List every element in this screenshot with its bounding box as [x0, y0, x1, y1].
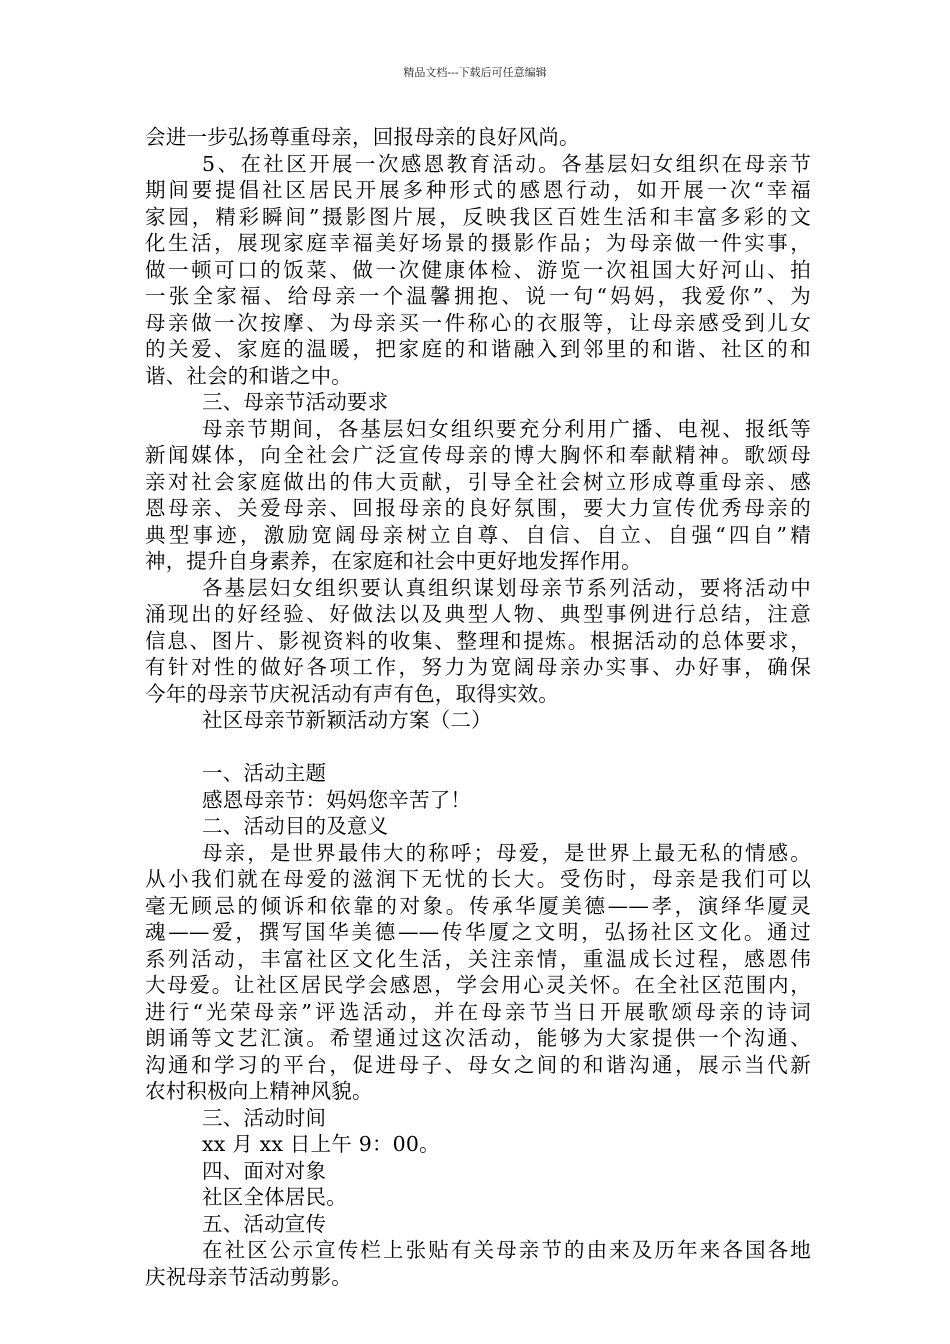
- text-line: 恩母亲、关爱母亲、回报母亲的良好氛围，要大力宣传优秀母亲的: [145, 496, 811, 520]
- text-line: 典型事迹，激励宽阔母亲树立自尊、自信、自立、自强“四自”精: [145, 522, 811, 547]
- text-line: 朗诵等文艺汇演。希望通过这次活动，能够为大家提供一个沟通、: [145, 1026, 811, 1050]
- text-line: 期间要提倡社区居民开展多种形式的感恩行动，如开展一次“幸福: [145, 178, 811, 202]
- page-header: 精品文档---下载后可任意编辑: [403, 66, 547, 79]
- text-line: 三、活动时间: [202, 1105, 327, 1130]
- text-line: 感恩母亲节：妈妈您辛苦了！: [202, 787, 472, 812]
- text-line: 大母爱。让社区居民学会感恩，学会用心灵关怀。在全社区范围内，: [145, 973, 811, 997]
- text-line: 涌现出的好经验、好做法以及典型人物、典型事例进行总结，注意: [145, 602, 811, 626]
- text-line: 魂——爱，撰写国华美德——传华厦之文明，弘扬社区文化。通过: [145, 920, 811, 944]
- text-line: xx 月 xx 日上午 9：00。: [202, 1132, 440, 1156]
- text-line: 会进一步弘扬尊重母亲，回报母亲的良好风尚。: [145, 125, 580, 149]
- text-line: 各基层妇女组织要认真组织谋划母亲节系列活动，要将活动中: [202, 575, 811, 600]
- text-line: 毫无顾忌的倾诉和依靠的对象。传承华厦美德——孝，演绎华厦灵: [145, 893, 811, 918]
- text-line: 5、在社区开展一次感恩教育活动。各基层妇女组织在母亲节: [202, 151, 811, 176]
- text-line: 有针对性的做好各项工作，努力为宽阔母亲办实事、办好事，确保: [145, 655, 811, 679]
- text-line: 的关爱、家庭的温暖，把家庭的和谐融入到邻里的和谐、社区的和: [145, 337, 811, 361]
- text-line: 新闻媒体，向全社会广泛宣传母亲的博大胸怀和奉献精神。歌颂母: [145, 443, 811, 467]
- text-line: 从小我们就在母爱的滋润下无忧的长大。受伤时，母亲是我们可以: [145, 867, 811, 891]
- text-line: 母亲节期间，各基层妇女组织要充分利用广播、电视、报纸等: [202, 416, 811, 441]
- text-line: 一张全家福、给母亲一个温馨拥抱、说一句“妈妈，我爱你”、为: [145, 284, 811, 308]
- text-line: 沟通和学习的平台，促进母子、母女之间的和谐沟通，展示当代新: [145, 1052, 811, 1077]
- text-line: 信息、图片、影视资料的收集、整理和提炼。根据活动的总体要求，: [145, 628, 811, 653]
- text-line: 做一顿可口的饭菜、做一次健康体检、游览一次祖国大好河山、拍: [145, 257, 811, 282]
- text-line: 二、活动目的及意义: [202, 814, 389, 838]
- text-line: 庆祝母亲节活动剪影。: [145, 1264, 352, 1289]
- document-body: [145, 124, 811, 1290]
- blank-line: [145, 734, 811, 761]
- text-line: 一、活动主题: [202, 761, 327, 785]
- text-line: 三、母亲节活动要求: [202, 390, 389, 414]
- text-line: 进行“光荣母亲”评选活动，并在母亲节当日开展歌颂母亲的诗词: [145, 999, 811, 1024]
- text-line: 在社区公示宣传栏上张贴有关母亲节的由来及历年来各国各地: [202, 1238, 811, 1262]
- text-line: 系列活动，丰富社区文化生活，关注亲情，重温成长过程，感恩伟: [145, 946, 811, 971]
- text-line: 母亲做一次按摩、为母亲买一件称心的衣服等，让母亲感受到儿女: [145, 310, 811, 335]
- text-line: 社区母亲节新颖活动方案（二）: [202, 708, 492, 732]
- text-line: 农村积极向上精神风貌。: [145, 1079, 373, 1103]
- text-line: 今年的母亲节庆祝活动有声有色，取得实效。: [145, 681, 559, 706]
- text-line: 家园，精彩瞬间”摄影图片展，反映我区百姓生活和丰富多彩的文: [145, 204, 811, 229]
- text-line: 化生活，展现家庭幸福美好场景的摄影作品；为母亲做一件实事，: [145, 231, 811, 255]
- text-line: 神，提升自身素养，在家庭和社会中更好地发挥作用。: [145, 549, 642, 573]
- text-line: 四、面对对象: [202, 1158, 327, 1183]
- text-line: 五、活动宣传: [202, 1211, 327, 1236]
- text-line: 母亲，是世界最伟大的称呼；母爱，是世界上最无私的情感。: [202, 840, 811, 865]
- text-line: 社区全体居民。: [202, 1185, 347, 1209]
- text-line: 亲对社会家庭做出的伟大贡献，引导全社会树立形成尊重母亲、感: [145, 469, 811, 494]
- text-line: 谐、社会的和谐之中。: [145, 363, 352, 388]
